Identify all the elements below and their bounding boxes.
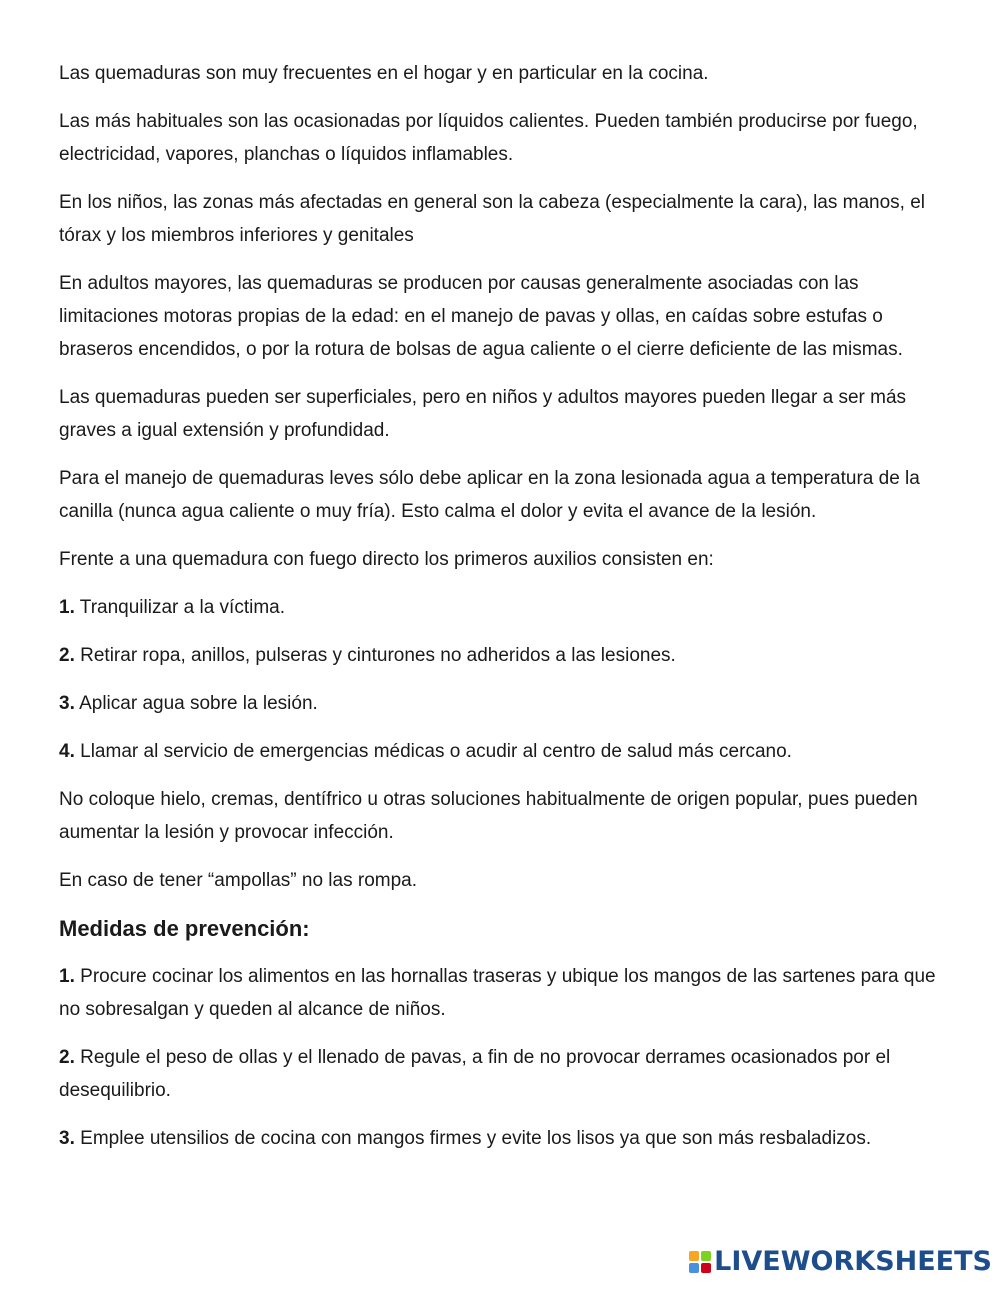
prevention-text: Emplee utensilios de cocina con mangos firmes y evite los lisos ya que son más resbaladizos. bbox=[80, 1128, 872, 1149]
logo-square bbox=[689, 1263, 699, 1273]
step-text: Retirar ropa, anillos, pulseras y cinturones no adheridos a las lesiones. bbox=[80, 645, 676, 666]
paragraph: En los niños, las zonas más afectadas en general son la cabeza (especialmente la cara), las manos, el tórax y los miembros inferiores y genitales bbox=[59, 192, 926, 246]
step-number: 3. bbox=[59, 693, 75, 714]
prevention-item bbox=[59, 1122, 944, 1155]
prevention-text: Regule el peso de ollas y el llenado de pavas, a fin de no provocar derrames ocasionados por el desequilibrio. bbox=[59, 1047, 891, 1101]
prevention-number: 3. bbox=[59, 1128, 75, 1149]
prevention-item bbox=[59, 1041, 944, 1107]
paragraph: Las quemaduras pueden ser superficiales, pero en niños y adultos mayores pueden llegar a ser más graves a igual extensión y profundidad. bbox=[59, 387, 907, 441]
paragraph: Para el manejo de quemaduras leves sólo debe aplicar en la zona lesionada agua a temperatura de la canilla (nunca agua caliente o muy fría). Esto calma el dolor y evita el avance de la lesión. bbox=[59, 468, 920, 522]
step-number: 4. bbox=[59, 741, 75, 762]
logo-square bbox=[701, 1251, 711, 1261]
prevention-text: Procure cocinar los alimentos en las hornallas traseras y ubique los mangos de las sartenes para que no sobresalgan y queden al alcance de niños. bbox=[59, 966, 936, 1020]
first-aid-step bbox=[59, 687, 944, 720]
prevention-heading: Medidas de prevención: bbox=[59, 916, 310, 941]
logo-squares-icon bbox=[689, 1251, 711, 1273]
prevention-number: 2. bbox=[59, 1047, 75, 1068]
logo-text: LIVEWORKSHEETS bbox=[714, 1246, 992, 1277]
first-aid-step bbox=[59, 639, 944, 672]
paragraph: En adultos mayores, las quemaduras se producen por causas generalmente asociadas con las limitaciones motoras propias de la edad: en el manejo de pavas y ollas, en caídas sobre estufas o braseros encendidos, o por la rotura de bolsas de agua caliente o el cierre deficiente de las mismas. bbox=[59, 273, 903, 360]
first-aid-step bbox=[59, 591, 944, 624]
paragraph: Las quemaduras son muy frecuentes en el hogar y en particular en la cocina. bbox=[59, 63, 709, 84]
logo-square bbox=[689, 1251, 699, 1261]
liveworksheets-logo[interactable] bbox=[689, 1246, 992, 1277]
step-text: Aplicar agua sobre la lesión. bbox=[79, 693, 318, 714]
step-number: 1. bbox=[59, 597, 75, 618]
prevention-item bbox=[59, 960, 944, 1026]
paragraph: Las más habituales son las ocasionadas por líquidos calientes. Pueden también producirse por fuego, electricidad, vapores, planchas o líquidos inflamables. bbox=[59, 111, 918, 165]
document-page bbox=[59, 57, 944, 1170]
step-text: Tranquilizar a la víctima. bbox=[79, 597, 285, 618]
first-aid-step bbox=[59, 735, 944, 768]
paragraph: Frente a una quemadura con fuego directo los primeros auxilios consisten en: bbox=[59, 549, 714, 570]
step-text: Llamar al servicio de emergencias médicas o acudir al centro de salud más cercano. bbox=[80, 741, 792, 762]
logo-square bbox=[701, 1263, 711, 1273]
prevention-number: 1. bbox=[59, 966, 75, 987]
warning-paragraph: No coloque hielo, cremas, dentífrico u otras soluciones habitualmente de origen popular, pues pueden aumentar la lesión y provocar infección. bbox=[59, 789, 918, 843]
step-number: 2. bbox=[59, 645, 75, 666]
warning-paragraph: En caso de tener “ampollas” no las rompa. bbox=[59, 870, 418, 891]
